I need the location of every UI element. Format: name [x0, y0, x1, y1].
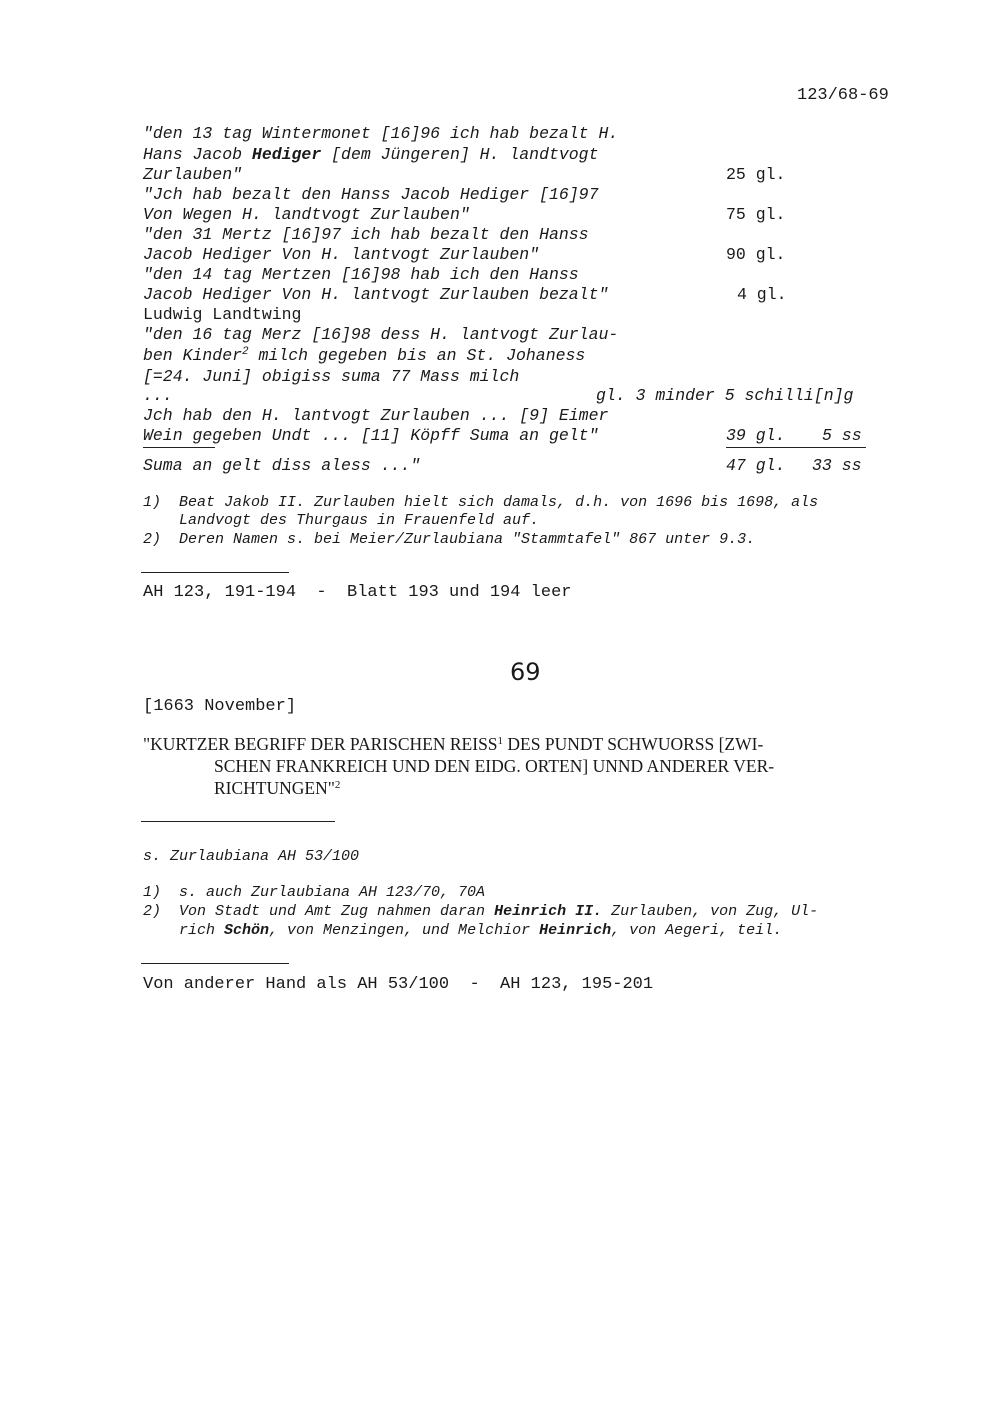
footnote-text: Beat Jakob II. Zurlauben hielt sich damals, d.h. von 1696 bis 1698, als: [179, 494, 819, 511]
sum-rule: [726, 447, 866, 448]
source-note: AH 123, 191-194 - Blatt 193 und 194 leer: [143, 583, 572, 602]
document-number: 69: [510, 658, 541, 686]
entry-line: Von Wegen H. landtvogt Zurlauben": [143, 205, 470, 224]
entry-line: Jacob Hediger Von H. lantvogt Zurlauben bezalt": [143, 285, 609, 304]
entry-line: Jch hab den H. lantvogt Zurlauben ... [9] Eimer: [143, 406, 609, 425]
amount: 90 gl.: [726, 245, 786, 264]
footnote-text: Landvogt des Thurgaus in Frauenfeld auf.: [179, 512, 540, 529]
separator-rule: [141, 572, 289, 573]
document-title: "KURTZER BEGRIFF DER PARISCHEN REISS$^1$ DES PUNDT SCHWUORSS [ZWI-: [143, 734, 764, 754]
document-title: RICHTUNGEN"$^2$: [214, 778, 341, 798]
entry-line: Suma an gelt diss aless ...": [143, 456, 421, 475]
entry-line: ben Kinder$^2$ milch gegeben bis an St. Johaness: [143, 346, 586, 365]
underline-rule: [143, 447, 215, 448]
document-title: SCHEN FRANKREICH UND DEN EIDG. ORTEN] UNND ANDERER VER-: [214, 756, 775, 776]
entry-line: "Jch hab bezalt den Hanss Jacob Hediger [16]97: [143, 185, 599, 204]
amount: 33 ss: [812, 456, 862, 475]
page-reference: 123/68-69: [797, 86, 889, 105]
footnote-number: 1): [143, 494, 162, 511]
reference-note: s. Zurlaubiana AH 53/100: [143, 848, 360, 865]
footnote-number: 2): [143, 531, 162, 548]
amount: 47 gl.: [726, 456, 786, 475]
amount: gl. 3 minder 5 schilli[n]g: [596, 386, 854, 405]
entry-line: "den 31 Mertz [16]97 ich hab bezalt den Hanss: [143, 225, 589, 244]
separator-rule: [141, 821, 335, 822]
separator-rule: [141, 963, 289, 964]
amount: 4 gl.: [737, 285, 787, 304]
document-date: [1663 November]: [143, 697, 297, 716]
entry-line: [=24. Juni] obigiss suma 77 Mass milch: [143, 367, 520, 386]
footnote-text: Von Stadt und Amt Zug nahmen daran Heinrich II. Zurlauben, von Zug, Ul-: [179, 903, 819, 920]
footnote-number: 1): [143, 884, 162, 901]
entry-line: "den 16 tag Merz [16]98 dess H. lantvogt Zurlau-: [143, 325, 619, 344]
footnote-number: 2): [143, 903, 162, 920]
entry-line: Ludwig Landtwing: [143, 305, 302, 324]
amount: 39 gl.: [726, 426, 786, 445]
footnote-text: s. auch Zurlaubiana AH 123/70, 70A: [179, 884, 486, 901]
entry-line: "den 14 tag Mertzen [16]98 hab ich den Hanss: [143, 265, 579, 284]
footnote-text: Deren Namen s. bei Meier/Zurlaubiana "Stammtafel" 867 unter 9.3.: [179, 531, 756, 548]
source-note: Von anderer Hand als AH 53/100 - AH 123, 195-201: [143, 975, 654, 994]
bold-name: Hediger: [251, 145, 322, 164]
entry-line: Zurlauben": [143, 165, 243, 184]
amount: 25 gl.: [726, 165, 786, 184]
entry-line: "den 13 tag Wintermonet [16]96 ich hab bezalt H.: [143, 124, 619, 143]
footnote-text: rich Schön, von Menzingen, und Melchior Heinrich, von Aegeri, teil.: [179, 922, 783, 939]
amount: 75 gl.: [726, 205, 786, 224]
entry-line: Hans Jacob Hediger [dem Jüngeren] H. landtvogt: [143, 145, 599, 164]
entry-line: Wein gegeben Undt ... [11] Köpff Suma an gelt": [143, 426, 599, 445]
entry-line: Jacob Hediger Von H. lantvogt Zurlauben": [143, 245, 540, 264]
amount: 5 ss: [822, 426, 862, 445]
entry-line: ...: [143, 386, 173, 405]
